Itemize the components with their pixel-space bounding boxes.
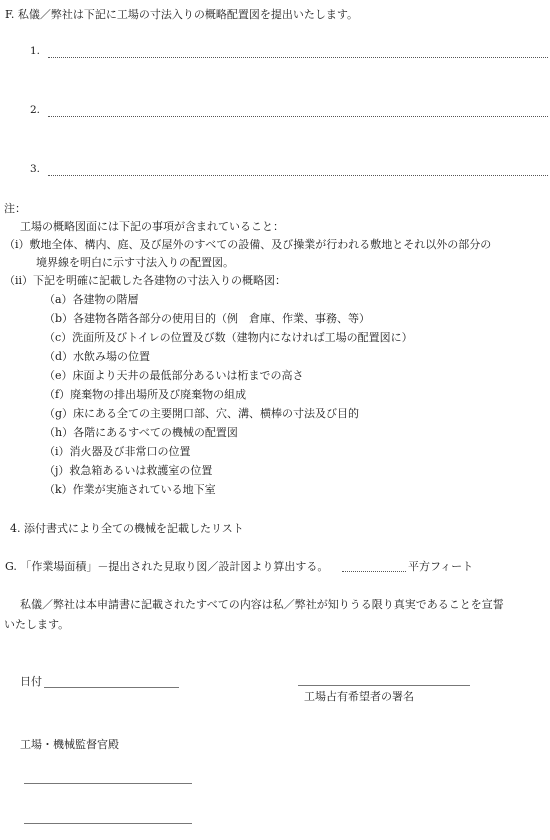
notes-item-i-line2: 境界線を明白に示す寸法入りの配置図。 bbox=[36, 256, 234, 269]
notes-item-ii: （ii）下記を明確に記載した各建物の寸法入りの概略図： bbox=[4, 274, 287, 287]
signature-field-line[interactable] bbox=[298, 685, 470, 686]
item-4: 4. 添付書式により全ての機械を記載したリスト bbox=[10, 522, 244, 535]
date-label: 日付 bbox=[20, 675, 42, 688]
declaration-line1: 私儀／弊社は本申請書に記載されたすべての内容は私／弊社が知りうる限り真実であることを宣誓 bbox=[20, 598, 504, 611]
sub-item-f: （f）廃棄物の排出場所及び廃棄物の組成 bbox=[44, 388, 247, 401]
section-g-unit: 平方フィート bbox=[408, 560, 474, 573]
notes-label: 注： bbox=[4, 202, 26, 215]
sub-item-e: （e）床面より天井の最低部分あるいは桁までの高さ bbox=[44, 369, 304, 382]
blank-line-1[interactable] bbox=[48, 57, 548, 58]
addressee: 工場・機械監督官殿 bbox=[20, 738, 119, 751]
area-input-line[interactable] bbox=[342, 571, 406, 572]
notes-item-i-line1: （i）敷地全体、構内、庭、及び屋外のすべての設備、及び操業が行われる敷地とそれ以外の部分の bbox=[4, 238, 492, 251]
applicant-signature-label: 工場占有希望者の署名 bbox=[304, 690, 414, 703]
blank-line-3[interactable] bbox=[48, 175, 548, 176]
sub-item-j: （j）救急箱あるいは救護室の位置 bbox=[44, 464, 213, 477]
notes-intro: 工場の概略図面には下記の事項が含まれていること： bbox=[20, 220, 284, 233]
sub-item-h: （h）各階にあるすべての機械の配置図 bbox=[44, 426, 238, 439]
sub-item-c: （c）洗面所及びトイレの位置及び数（建物内になければ工場の配置図に） bbox=[44, 331, 413, 344]
sub-item-g: （g）床にある全ての主要開口部、穴、溝、横棒の寸法及び目的 bbox=[44, 407, 360, 420]
sub-item-b: （b）各建物各階各部分の使用目的（例 倉庫、作業、事務、等） bbox=[44, 312, 371, 325]
section-f-heading: F. 私儀／弊社は下記に工場の寸法入りの概略配置図を提出いたします。 bbox=[5, 8, 359, 21]
declaration-line2: いたします。 bbox=[4, 618, 70, 631]
date-field-line[interactable] bbox=[44, 687, 179, 688]
blank-line-2-label: 2. bbox=[30, 104, 41, 116]
sub-item-d: （d）水飲み場の位置 bbox=[44, 350, 151, 363]
blank-line-1-label: 1. bbox=[30, 45, 41, 57]
section-g-text: G. 「作業場面積」－提出された見取り図／設計図より算出する。 bbox=[5, 560, 329, 573]
addressee-line-2[interactable] bbox=[24, 823, 192, 824]
sub-item-k: （k）作業が実施されている地下室 bbox=[44, 483, 216, 496]
sub-item-a: （a）各建物の階層 bbox=[44, 293, 139, 306]
addressee-line-1[interactable] bbox=[24, 783, 192, 784]
blank-line-3-label: 3. bbox=[30, 163, 41, 175]
sub-item-i: （i）消火器及び非常口の位置 bbox=[44, 445, 191, 458]
blank-line-2[interactable] bbox=[48, 116, 548, 117]
